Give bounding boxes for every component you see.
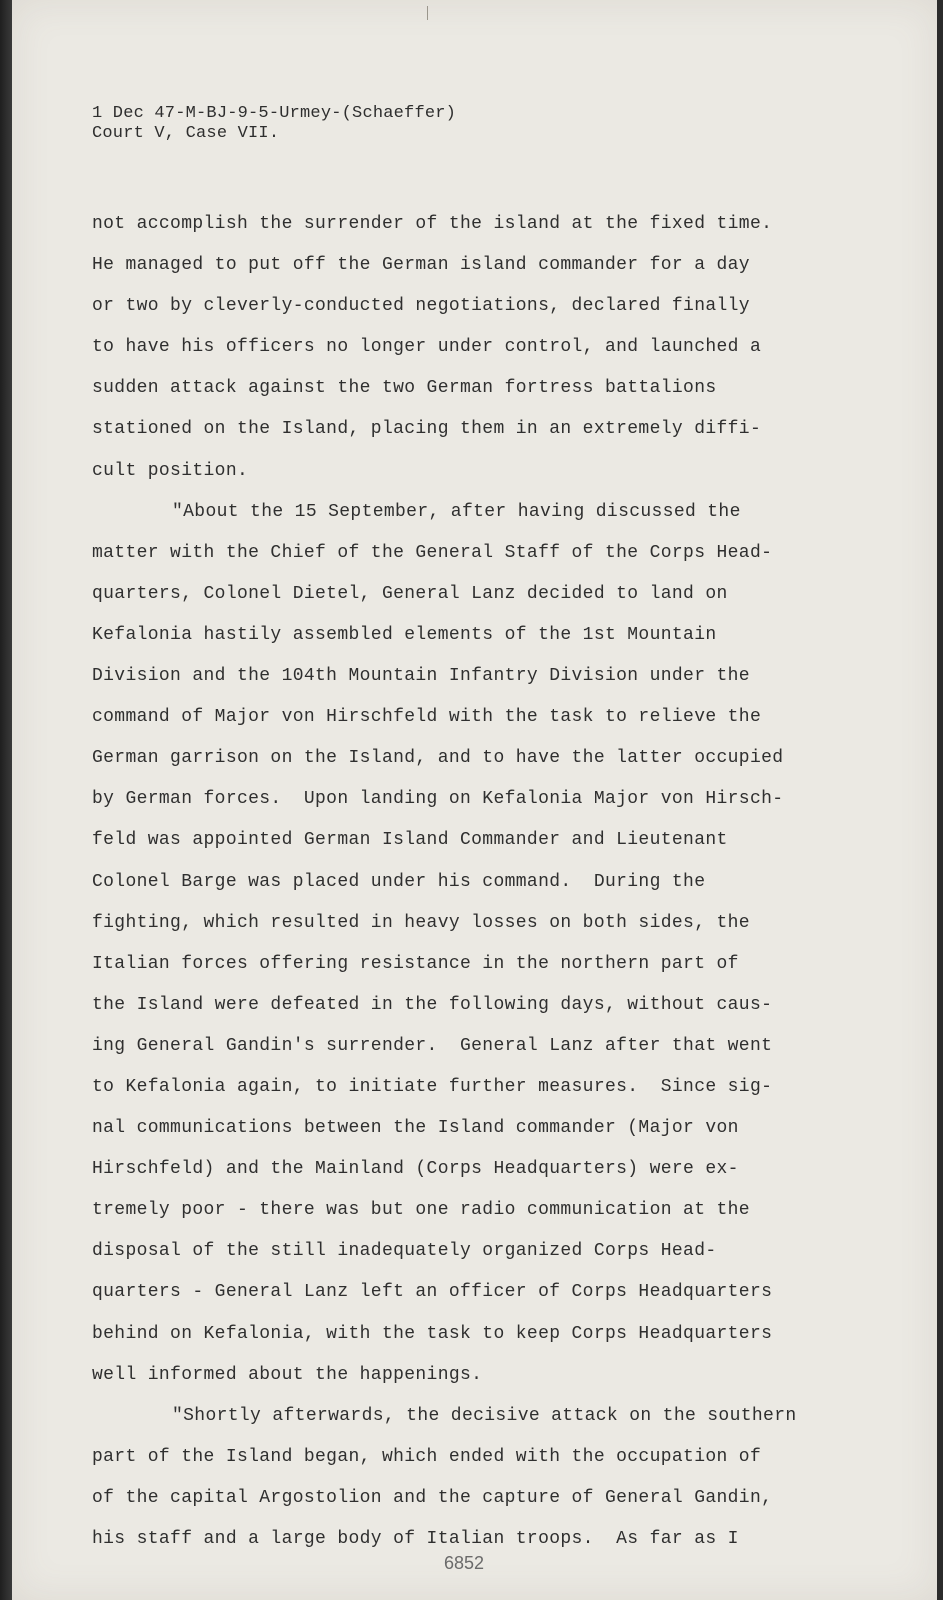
header-court-line: Court V, Case VII. bbox=[92, 124, 280, 143]
text-line: "Shortly afterwards, the decisive attack on the southern bbox=[172, 1405, 797, 1426]
text-line: tremely poor - there was but one radio communication at the bbox=[92, 1200, 750, 1221]
text-line: matter with the Chief of the General Staff of the Corps Head- bbox=[92, 542, 773, 563]
text-line: Division and the 104th Mountain Infantry Division under the bbox=[92, 666, 750, 687]
scan-edge bbox=[0, 0, 12, 1600]
text-line: ing General Gandin's surrender. General Lanz after that went bbox=[92, 1035, 773, 1056]
text-line: "About the 15 September, after having discussed the bbox=[172, 501, 741, 522]
text-line: Hirschfeld) and the Mainland (Corps Headquarters) were ex- bbox=[92, 1159, 739, 1180]
text-line: to have his officers no longer under control, and launched a bbox=[92, 337, 762, 358]
text-line: part of the Island began, which ended with the occupation of bbox=[92, 1446, 762, 1467]
text-line: nal communications between the Island commander (Major von bbox=[92, 1118, 739, 1139]
document-header bbox=[92, 104, 456, 144]
text-line: sudden attack against the two German fortress battalions bbox=[92, 378, 717, 399]
text-line: cult position. bbox=[92, 460, 249, 481]
text-line: fighting, which resulted in heavy losses on both sides, the bbox=[92, 912, 750, 933]
text-line: his staff and a large body of Italian troops. As far as I bbox=[92, 1529, 739, 1549]
text-line: by German forces. Upon landing on Kefalonia Major von Hirsch- bbox=[92, 789, 784, 810]
text-line: German garrison on the Island, and to have the latter occupied bbox=[92, 748, 784, 769]
text-line: not accomplish the surrender of the island at the fixed time. bbox=[92, 214, 773, 234]
document-page bbox=[12, 0, 937, 1600]
text-line: behind on Kefalonia, with the task to keep Corps Headquarters bbox=[92, 1323, 773, 1344]
text-line: stationed on the Island, placing them in an extremely diffi- bbox=[92, 419, 762, 440]
text-line: Colonel Barge was placed under his command. During the bbox=[92, 871, 706, 892]
page-number: 6852 bbox=[444, 1553, 485, 1573]
text-line: He managed to put off the German island commander for a day bbox=[92, 255, 750, 276]
text-line: feld was appointed German Island Commander and Lieutenant bbox=[92, 830, 728, 851]
text-line: Kefalonia hastily assembled elements of the 1st Mountain bbox=[92, 624, 717, 645]
text-line: well informed about the happenings. bbox=[92, 1364, 483, 1385]
text-line: quarters, Colonel Dietel, General Lanz decided to land on bbox=[92, 583, 728, 604]
header-reference-line: 1 Dec 47-M-BJ-9-5-Urmey-(Schaeffer) bbox=[92, 104, 457, 123]
text-line: disposal of the still inadequately organized Corps Head- bbox=[92, 1241, 717, 1262]
text-line: or two by cleverly-conducted negotiations, declared finally bbox=[92, 296, 750, 317]
text-line: Italian forces offering resistance in the northern part of bbox=[92, 953, 739, 974]
text-line: command of Major von Hirschfeld with the task to relieve the bbox=[92, 707, 762, 728]
text-line: the Island were defeated in the following days, without caus- bbox=[92, 994, 773, 1015]
transcript-body bbox=[92, 204, 932, 1560]
paper-mark bbox=[427, 6, 428, 20]
text-line: to Kefalonia again, to initiate further measures. Since sig- bbox=[92, 1076, 773, 1097]
text-line: of the capital Argostolion and the capture of General Gandin, bbox=[92, 1487, 773, 1508]
text-line: quarters - General Lanz left an officer of Corps Headquarters bbox=[92, 1282, 773, 1303]
